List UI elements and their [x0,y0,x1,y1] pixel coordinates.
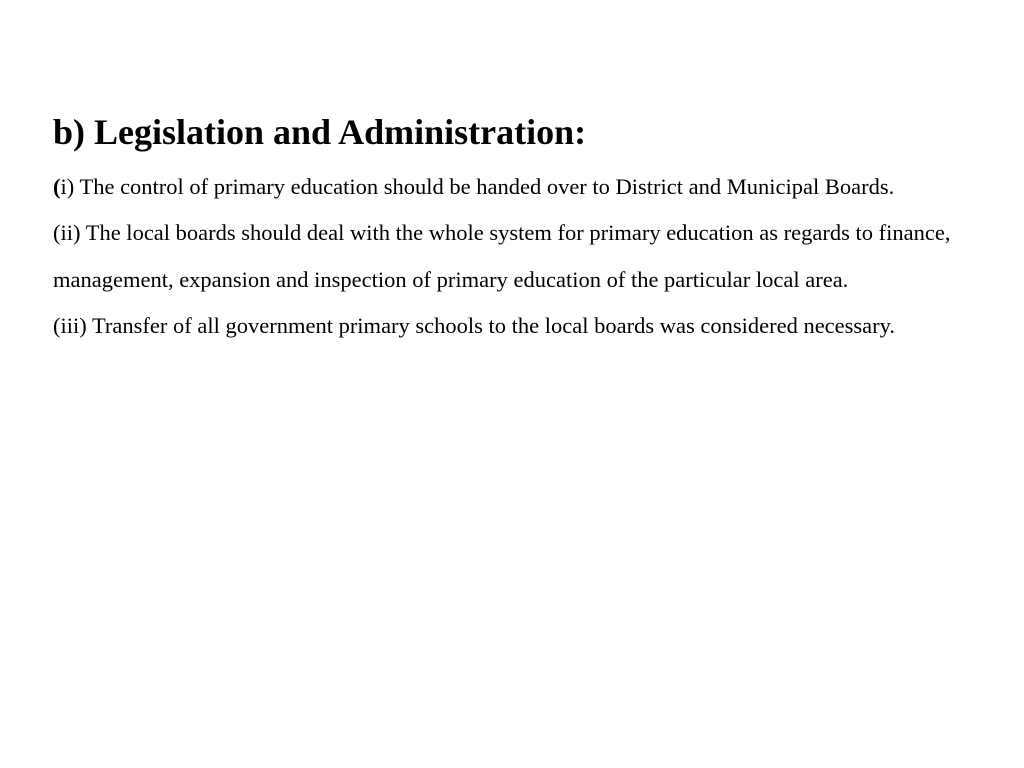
point-1-text: i) The control of primary education should be handed over to District and Municipal Boards. [60,174,895,199]
slide-heading: b) Legislation and Administration: [53,112,587,152]
slide-content [53,108,983,349]
point-3 [53,303,983,349]
point-2 [53,210,983,303]
point-3-text: (iii) Transfer of all government primary schools to the local boards was considered necessary. [53,312,896,338]
point-1 [53,164,983,210]
point-2-text: (ii) The local boards should deal with the whole system for primary education as regards to finance, management, expansion and inspection of primary education of the particular local area. [53,220,951,292]
point-1-lead: ( [53,174,61,199]
